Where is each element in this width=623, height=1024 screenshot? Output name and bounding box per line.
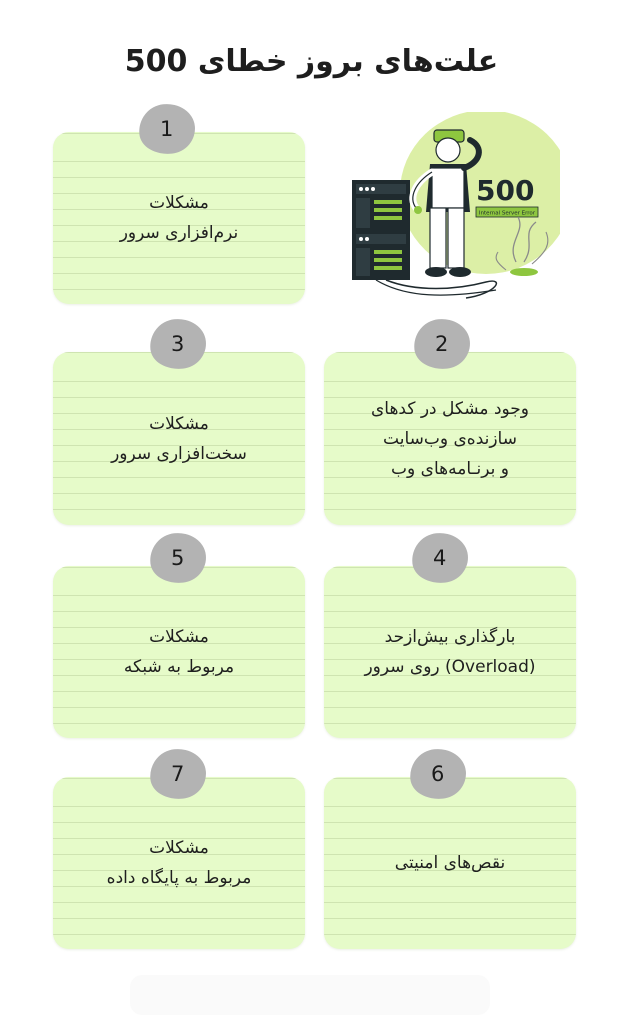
cause-card-line: مربوط به پایگاه داده bbox=[106, 868, 252, 888]
cause-card-text bbox=[63, 409, 295, 469]
number-badge-label: 3 bbox=[171, 332, 185, 356]
cause-card-line: مشکلات bbox=[149, 627, 209, 647]
cause-card-6 bbox=[324, 777, 576, 949]
cause-card-2 bbox=[324, 352, 576, 525]
cause-card-text bbox=[63, 188, 295, 248]
cause-card-line: بارگذاری بیش‌ازحد bbox=[384, 627, 516, 647]
bottom-decoration bbox=[130, 975, 490, 1015]
cause-card-text bbox=[334, 848, 566, 878]
number-badge-label: 7 bbox=[171, 762, 185, 786]
number-badge-label: 1 bbox=[160, 117, 174, 141]
cause-card-1 bbox=[53, 132, 305, 304]
cause-card-text bbox=[63, 622, 295, 682]
cause-card-line: مشکلات bbox=[149, 193, 209, 213]
cause-card-line: مربوط به شبکه bbox=[123, 657, 235, 677]
cause-card-4 bbox=[324, 566, 576, 738]
error-caption-text: Internal Server Error bbox=[478, 210, 536, 217]
number-badge-label: 5 bbox=[171, 546, 185, 570]
cause-card-line: مشکلات bbox=[149, 838, 209, 858]
cause-card-text bbox=[63, 833, 295, 893]
cause-card-5 bbox=[53, 566, 305, 738]
number-badge-label: 2 bbox=[435, 332, 449, 356]
cause-card-line: نرم‌افزاری سرور bbox=[119, 223, 239, 243]
cause-card-3 bbox=[53, 352, 305, 525]
cause-card-text bbox=[334, 622, 566, 682]
cause-card-line: و برنـامه‌های وب bbox=[391, 458, 509, 479]
cause-card-line: نقص‌های امنیتی bbox=[394, 853, 506, 873]
cause-card-line: سازنده‌ی وب‌سایت bbox=[383, 428, 517, 449]
cause-card-line: سخت‌افزاری سرور bbox=[111, 443, 247, 464]
cause-card-7 bbox=[53, 777, 305, 949]
cause-card-line: وجود مشکل در کدهای bbox=[370, 398, 530, 419]
cause-card-line: مشکلات bbox=[149, 413, 209, 434]
cause-card-text bbox=[334, 394, 566, 484]
cause-card-line: (Overload) روی سرور bbox=[364, 657, 536, 677]
error-code-text: 500 bbox=[476, 174, 535, 207]
number-badge-label: 6 bbox=[431, 762, 445, 786]
server-rack-icon bbox=[352, 180, 410, 280]
page-title: علت‌های بروز خطای 500 bbox=[124, 44, 499, 79]
server-error-illustration bbox=[346, 112, 560, 300]
number-badge-label: 4 bbox=[433, 546, 447, 570]
